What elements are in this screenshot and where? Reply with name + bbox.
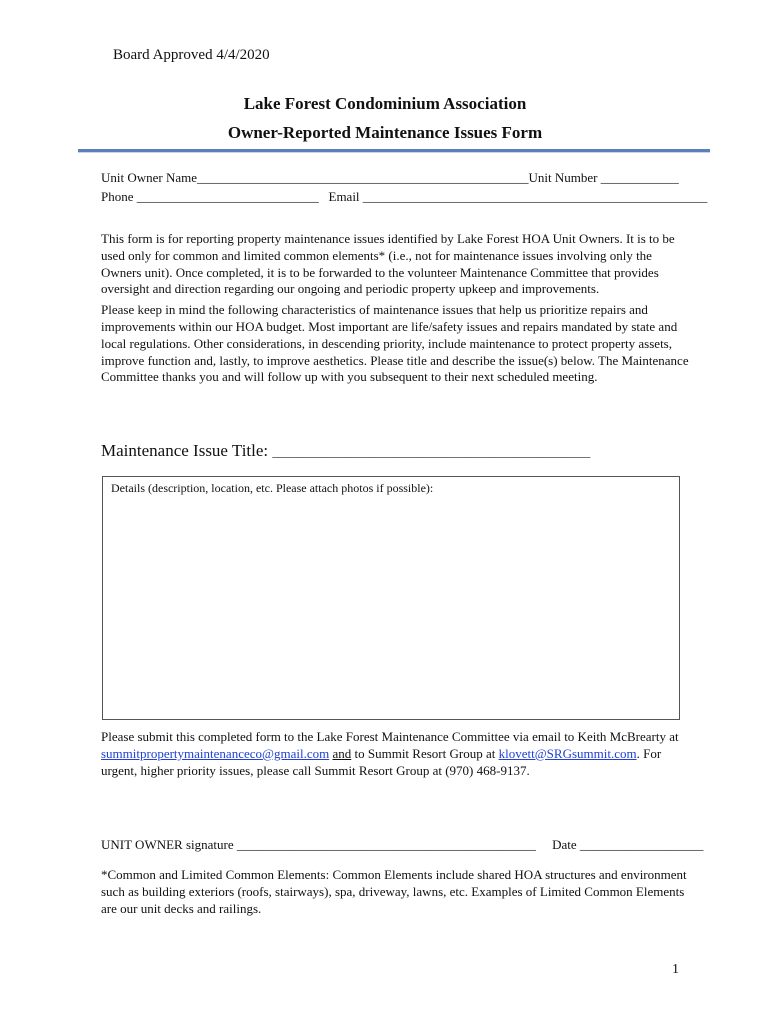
and-word: and bbox=[332, 745, 352, 761]
signature-label: UNIT OWNER signature bbox=[101, 837, 234, 852]
issue-title-label: Maintenance Issue Title: bbox=[101, 441, 269, 460]
intro-paragraph-1: This form is for reporting property maintenance issues identified by Lake Forest HOA Unit Owners. It is to be used only for common and limited common elements* (i.e., not for maintenance issues involving only the Owners unit). Once completed, it is to be forwarded to the volunteer Maintenance Committee that provides oversight and direction regarding our ongoing and periodic property upkeep and improvements. bbox=[101, 231, 675, 297]
email-field[interactable]: _____________________________________________________ bbox=[362, 189, 708, 204]
owner-name-row bbox=[101, 170, 679, 186]
title-divider bbox=[78, 149, 710, 153]
details-box[interactable] bbox=[102, 476, 680, 720]
submit-instructions bbox=[101, 729, 691, 779]
association-title: Lake Forest Condominium Association bbox=[243, 94, 527, 113]
intro-paragraph-2: Please keep in mind the following characteristics of maintenance issues that help us prioritize repairs and improvements within our HOA budget. Most important are life/safety issues and repairs mandated by state and local regulations. Other considerations, in descending priority, include maintenance to protect property assets, improve function and, lastly, to improve aesthetics. Please title and describe the issue(s) below. The Maintenance Committee thanks you and will follow up with you subsequent to their next scheduled meeting. bbox=[101, 302, 689, 385]
owner-name-field[interactable]: ___________________________________________________ bbox=[197, 170, 529, 185]
date-label: Date bbox=[552, 837, 577, 852]
footnote: *Common and Limited Common Elements: Common Elements include shared HOA structures and environment such as building exteriors (roofs, stairways), spa, driveway, lawns, etc. Examples of Limited Common Elements are our unit decks and railings. bbox=[101, 867, 687, 916]
phone-label: Phone bbox=[101, 189, 134, 204]
srg-email-link[interactable]: klovett@SRGsummit.com bbox=[498, 745, 637, 761]
email-label: Email bbox=[328, 189, 360, 204]
submit-text-2: to Summit Resort Group at bbox=[351, 745, 499, 761]
maintenance-email-link[interactable]: summitpropertymaintenanceco@gmail.com bbox=[101, 745, 330, 761]
issue-title-row bbox=[101, 441, 590, 461]
submit-text-3: . For urgent, higher priority issues, please call Summit Resort Group at (970) 468-9137. bbox=[101, 745, 662, 778]
issue-title-field[interactable]: _____________________________________________________ bbox=[272, 445, 591, 459]
intro-section bbox=[101, 231, 691, 386]
board-approved-date: Board Approved 4/4/2020 bbox=[113, 47, 270, 63]
contact-row bbox=[101, 189, 707, 205]
form-title: Owner-Reported Maintenance Issues Form bbox=[227, 123, 543, 142]
details-label: Details (description, location, etc. Please attach photos if possible): bbox=[111, 481, 434, 495]
unit-number-field[interactable]: ____________ bbox=[600, 170, 679, 185]
phone-field[interactable]: ____________________________ bbox=[136, 189, 319, 204]
page-number: 1 bbox=[672, 962, 679, 977]
owner-name-label: Unit Owner Name bbox=[101, 170, 198, 185]
signature-row bbox=[101, 837, 703, 853]
submit-text-1: Please submit this completed form to the Lake Forest Maintenance Committee via email to Keith McBrearty at bbox=[101, 729, 679, 744]
date-field[interactable]: ___________________ bbox=[579, 837, 704, 852]
unit-number-label: Unit Number bbox=[528, 170, 598, 185]
signature-field[interactable]: ______________________________________________ bbox=[236, 837, 536, 852]
